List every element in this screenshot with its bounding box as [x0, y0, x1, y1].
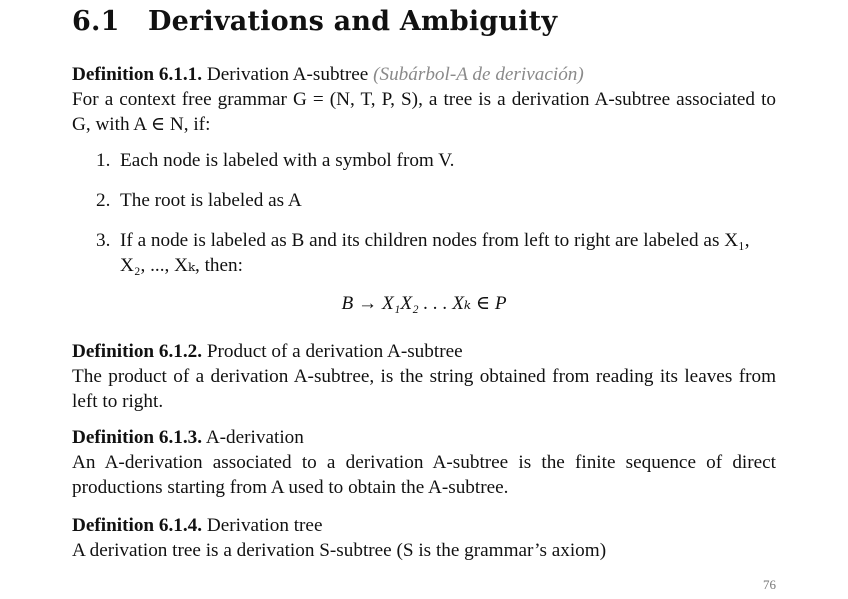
production-formula: B → X₁X₂ . . . Xₖ ∈ P — [341, 293, 507, 314]
list-marker: 2. — [96, 190, 111, 211]
definition-term: A-derivation — [205, 427, 304, 448]
definition-header — [72, 513, 776, 538]
page-number: 76 — [763, 577, 776, 592]
definition-body: An A-derivation associated to a derivation A-subtree is the finite sequence of direct productions starting from A used to obtain the A-subtree. — [72, 452, 776, 498]
definition-label: Definition 6.1.2. — [72, 341, 203, 362]
list-item — [72, 148, 776, 173]
definition-label: Definition 6.1.4. — [72, 515, 203, 536]
list-item-text: If a node is labeled as B and its children nodes from left to right are labeled as X₁, X₂, ..., Xₖ, then: — [120, 230, 750, 276]
definition-term: Product of a derivation A-subtree — [206, 341, 463, 362]
definition-translation: (Subárbol-A de derivación) — [373, 64, 584, 85]
list-item — [72, 228, 776, 316]
list-item-text: The root is labeled as A — [120, 190, 302, 211]
definition-header — [72, 425, 776, 450]
section-heading — [72, 6, 557, 37]
definition-6-1-4 — [72, 513, 776, 563]
definition-6-1-1 — [72, 62, 776, 137]
definition-header — [72, 62, 776, 87]
definition-6-1-3 — [72, 425, 776, 500]
conditions-list — [72, 148, 776, 331]
section-title: Derivations and Ambiguity — [148, 6, 558, 37]
definition-label: Definition 6.1.3. — [72, 427, 203, 448]
definition-body: For a context free grammar G = (N, T, P, S), a tree is a derivation A-subtree associated to G, with A ∈ N, if: — [72, 89, 776, 135]
list-item — [72, 188, 776, 213]
definition-body: A derivation tree is a derivation S-subtree (S is the grammar’s axiom) — [72, 540, 607, 561]
definition-label: Definition 6.1.1. — [72, 64, 203, 85]
definition-body: The product of a derivation A-subtree, is the string obtained from reading its leaves from left to right. — [72, 366, 776, 412]
list-item-text: Each node is labeled with a symbol from V. — [120, 150, 455, 171]
definition-term: Derivation A-subtree — [206, 64, 369, 85]
definition-term: Derivation tree — [206, 515, 323, 536]
list-marker: 3. — [96, 230, 111, 251]
list-marker: 1. — [96, 150, 111, 171]
definition-6-1-2 — [72, 339, 776, 414]
definition-header — [72, 339, 776, 364]
section-number: 6.1 — [72, 6, 120, 37]
